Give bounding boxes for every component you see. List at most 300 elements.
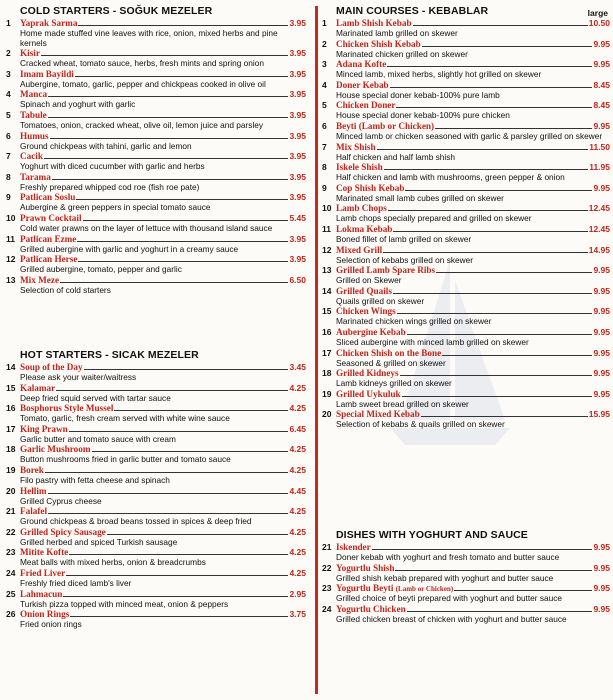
item-name xyxy=(20,383,55,394)
menu-item xyxy=(6,568,306,589)
item-name xyxy=(336,563,394,574)
item-price: 9.95 xyxy=(593,120,610,131)
menu-item xyxy=(322,100,610,121)
item-number: 9 xyxy=(6,192,11,203)
item-name-text: Lamb Chops xyxy=(336,203,387,214)
item-number: 16 xyxy=(322,326,332,337)
item-description: Marinated chicken wings grilled on skewer xyxy=(336,316,492,327)
item-description: Selection of kebabs & quails grilled on skewer xyxy=(336,419,505,430)
item-name-row xyxy=(336,245,610,256)
leader-line xyxy=(390,87,593,88)
item-price: 14.95 xyxy=(588,244,610,255)
item-number: 4 xyxy=(6,89,11,100)
leader-line xyxy=(114,410,288,411)
menu-item xyxy=(322,162,610,183)
leader-line xyxy=(388,210,588,211)
item-name-row xyxy=(336,142,610,153)
item-description: Home made stuffed vine leaves with rice, onion, mixed herbs and pine kernels xyxy=(20,28,278,48)
leader-line xyxy=(393,231,587,232)
item-name-text: Imam Bayildi xyxy=(20,68,74,79)
item-number: 10 xyxy=(6,212,16,223)
item-description: Grilled herbed and spiced Turkish sausage xyxy=(20,536,178,547)
menu-item xyxy=(322,245,610,266)
item-name-row xyxy=(20,131,306,142)
item-name-text: Yogurtlu Chicken xyxy=(336,603,406,614)
item-name-row xyxy=(20,383,306,394)
item-name-text: Yogurtlu Beyti xyxy=(336,583,394,594)
leader-line xyxy=(41,55,289,56)
cold-starters-section xyxy=(6,4,306,348)
item-description: Ground chickpeas & broad beans tossed in spices & deep fried xyxy=(20,516,252,527)
item-number: 16 xyxy=(6,403,16,414)
item-number: 18 xyxy=(322,368,332,379)
item-description: Freshly fried diced lamb's liver xyxy=(20,577,132,588)
item-description: Meat balls with mixed herbs, onion & breadcrumbs xyxy=(20,557,206,568)
item-number: 4 xyxy=(322,79,327,90)
item-name-text: Yaprak Sarma xyxy=(20,18,78,28)
item-description: Minced lamb or chicken seasoned with garlic & parsley grilled on skewer xyxy=(336,130,603,141)
item-description: Fried onion rings xyxy=(20,619,82,630)
menu-item xyxy=(6,547,306,568)
menu-item xyxy=(6,403,306,424)
item-number: 13 xyxy=(322,265,332,276)
item-number: 14 xyxy=(322,285,332,296)
item-description: Filo pastry with fetta cheese and spinach xyxy=(20,474,170,485)
item-name xyxy=(20,486,47,497)
item-number: 15 xyxy=(6,382,16,393)
menu-item xyxy=(322,542,610,563)
item-name-row xyxy=(20,234,306,245)
item-description: House special doner kebab-100% pure lamb xyxy=(336,89,500,100)
leader-line xyxy=(396,107,592,108)
menu-item xyxy=(322,327,610,348)
item-price: 6.50 xyxy=(289,274,306,285)
item-price: 9.95 xyxy=(593,603,610,614)
item-price: 9.95 xyxy=(593,542,610,552)
main-courses-section xyxy=(322,4,610,528)
menu-item xyxy=(6,383,306,404)
leader-line xyxy=(393,293,593,294)
item-description: Half chicken and half lamb shish xyxy=(336,151,455,162)
item-description: Grilled chicken breast of chicken with yoghurt and butter sauce xyxy=(336,613,567,624)
leader-line xyxy=(395,570,592,571)
leader-line xyxy=(422,46,593,47)
item-name-text: Onion Rings xyxy=(20,609,70,620)
item-number: 19 xyxy=(6,464,16,475)
item-name-text: Manca xyxy=(20,89,48,100)
item-name-text: Grilled Quails xyxy=(336,285,392,296)
item-number: 19 xyxy=(322,388,332,399)
item-name-text: Grilled Uykuluk xyxy=(336,388,401,399)
item-description: Grilled shish kebab prepared with yoghurt and butter sauce xyxy=(336,572,554,583)
leader-line xyxy=(397,313,593,314)
leader-line xyxy=(63,596,288,597)
menu-item xyxy=(6,362,306,383)
item-price: 4.25 xyxy=(289,526,306,537)
item-name xyxy=(336,348,441,359)
item-price: 3.95 xyxy=(289,89,306,100)
item-price: 5.45 xyxy=(289,212,306,223)
leader-line xyxy=(50,138,289,139)
item-name-text: Cop Shish Kebab xyxy=(336,182,405,193)
item-price: 4.25 xyxy=(289,382,306,393)
item-name-text: Mitite Kofte xyxy=(20,547,69,558)
item-name-text: Falafel xyxy=(20,506,48,517)
item-name-text: Chicken Doner xyxy=(336,100,396,111)
left-column xyxy=(6,4,306,630)
item-price: 9.95 xyxy=(593,285,610,296)
leader-line xyxy=(48,493,289,494)
item-price: 3.45 xyxy=(289,362,306,372)
section-title-main-courses: MAIN COURSES - KEBABLAR xyxy=(336,5,489,17)
menu-item xyxy=(6,609,306,630)
item-number: 23 xyxy=(322,583,332,594)
menu-item xyxy=(6,444,306,465)
item-number: 20 xyxy=(322,409,332,420)
item-number: 24 xyxy=(322,603,332,614)
item-price: 9.95 xyxy=(593,562,610,573)
item-number: 14 xyxy=(6,362,16,372)
item-description: Selection of cold starters xyxy=(20,284,111,295)
item-number: 1 xyxy=(322,18,327,28)
leader-line xyxy=(407,611,593,612)
item-number: 25 xyxy=(6,588,16,599)
item-name-sub: (Lamb or Chicken) xyxy=(395,585,454,594)
leader-line xyxy=(405,190,592,191)
item-number: 5 xyxy=(322,100,327,111)
item-name-text: Grilled Lamb Spare Ribs xyxy=(336,265,436,276)
item-name-row xyxy=(20,589,306,600)
menu-item xyxy=(322,604,610,625)
leader-line xyxy=(77,241,288,242)
menu-item xyxy=(322,563,610,584)
menu-item xyxy=(6,48,306,69)
menu-item xyxy=(322,409,610,430)
item-number: 20 xyxy=(6,485,16,496)
item-number: 24 xyxy=(6,567,16,578)
item-name xyxy=(336,39,421,50)
item-description: Half chicken and lamb with mushrooms, green pepper & onion xyxy=(336,172,565,183)
item-name-text: Chicken Shish Kebab xyxy=(336,38,421,49)
item-number: 3 xyxy=(6,68,11,79)
item-description: Marinated lamb grilled on skewer xyxy=(336,28,458,38)
leader-line xyxy=(48,513,288,514)
item-name-text: Beyti (Lamb or Chicken) xyxy=(336,120,435,131)
item-description: Marinated small lamb cubes grilled on skewer xyxy=(336,192,504,203)
menu-item xyxy=(322,265,610,286)
item-name-text: Soup of the Day xyxy=(20,362,83,372)
menu-item xyxy=(6,172,306,193)
item-number: 15 xyxy=(322,306,332,317)
leader-line xyxy=(377,149,589,150)
item-number: 1 xyxy=(6,18,11,28)
item-name-row xyxy=(20,486,306,497)
item-price: 3.95 xyxy=(289,151,306,162)
item-price: 6.45 xyxy=(289,423,306,434)
leader-line xyxy=(84,369,289,370)
item-number: 6 xyxy=(322,120,327,131)
item-name xyxy=(20,131,49,142)
item-name-text: Lokma Kebab xyxy=(336,223,393,234)
item-price: 3.95 xyxy=(289,233,306,244)
item-name-text: Borek xyxy=(20,464,44,475)
item-description: Marinated chicken grilled on skewer xyxy=(336,48,468,59)
item-description: Please ask your waiter/waitress xyxy=(20,372,137,382)
item-description: Spinach and yoghurt with garlic xyxy=(20,99,136,110)
menu-item xyxy=(6,213,306,234)
item-name-text: Mixed Grill xyxy=(336,244,383,255)
menu-item xyxy=(6,151,306,172)
item-description: Cracked wheat, tomato sauce, herbs, fresh mints and spring onion xyxy=(20,58,264,69)
menu-item xyxy=(322,203,610,224)
item-description: Deep fried squid served with tartar sauce xyxy=(20,392,171,403)
leader-line xyxy=(78,261,288,262)
item-name-text: Patlican Herse xyxy=(20,254,78,265)
item-price: 9.95 xyxy=(593,265,610,276)
item-name-text: Mix Shish xyxy=(336,141,376,152)
item-description: Garlic butter and tomato sauce with cream xyxy=(20,433,176,444)
leader-line xyxy=(454,590,592,591)
leader-line xyxy=(56,390,288,391)
item-description: Freshly prepared whipped cod roe (fish roe pate) xyxy=(20,181,200,192)
menu-item xyxy=(322,389,610,410)
item-price: 8.45 xyxy=(593,79,610,90)
item-price: 9.95 xyxy=(593,182,610,193)
item-description: Yoghurt with diced cucumber with garlic and herbs xyxy=(20,161,205,172)
item-price: 11.95 xyxy=(589,162,610,173)
item-price: 9.95 xyxy=(593,326,610,337)
item-price: 9.95 xyxy=(593,347,610,358)
item-price: 3.95 xyxy=(289,192,306,203)
item-price: 15.95 xyxy=(588,409,610,420)
item-name-text: Humus xyxy=(20,130,49,141)
item-number: 23 xyxy=(6,547,16,558)
item-number: 8 xyxy=(6,171,11,182)
item-number: 6 xyxy=(6,130,11,141)
leader-line xyxy=(70,616,288,617)
leader-line xyxy=(52,179,289,180)
menu-item xyxy=(6,424,306,445)
item-number: 2 xyxy=(6,48,11,59)
menu-item xyxy=(322,80,610,101)
item-price: 4.25 xyxy=(289,567,306,578)
item-description: Tomato, garlic, fresh cream served with white wine sauce xyxy=(20,413,230,424)
item-price: 10.50 xyxy=(588,18,610,28)
item-price: 12.45 xyxy=(588,223,610,234)
item-description: Cold water prawns on the layer of lettuce with thousand island sauce xyxy=(20,222,273,233)
column-divider xyxy=(315,6,318,694)
item-price: 9.95 xyxy=(593,388,610,399)
leader-line xyxy=(442,355,592,356)
item-price: 3.95 xyxy=(289,68,306,79)
item-price: 3.95 xyxy=(289,48,306,59)
item-number: 12 xyxy=(6,254,16,265)
item-number: 7 xyxy=(6,151,11,162)
item-name-text: Iskender xyxy=(336,542,371,552)
leader-line xyxy=(387,66,592,67)
leader-line xyxy=(400,375,593,376)
item-price: 4.25 xyxy=(289,464,306,475)
item-price: 9.95 xyxy=(593,59,610,70)
item-number: 10 xyxy=(322,203,332,214)
item-name-text: Prawn Cocktail xyxy=(20,212,82,223)
menu-item xyxy=(6,69,306,90)
item-number: 2 xyxy=(322,38,327,49)
leader-line xyxy=(83,220,289,221)
item-name-row xyxy=(336,563,610,574)
item-description: Grilled on Skewer xyxy=(336,275,402,286)
leader-line xyxy=(402,396,593,397)
item-description: Seasoned & grilled on skewer xyxy=(336,357,446,368)
item-name-text: Hellim xyxy=(20,485,47,496)
item-price: 9.95 xyxy=(593,368,610,379)
leader-line xyxy=(372,549,593,550)
leader-line xyxy=(92,451,289,452)
item-description: Ground chickpeas with tahini, garlic and lemon xyxy=(20,140,192,151)
item-name-text: Aubergine Kebab xyxy=(336,326,406,337)
menu-item xyxy=(6,506,306,527)
menu-item xyxy=(322,183,610,204)
item-name-text: Iskele Shish xyxy=(336,162,383,173)
item-number: 12 xyxy=(322,244,332,255)
item-price: 4.25 xyxy=(289,444,306,455)
item-number: 21 xyxy=(6,506,16,517)
item-name-text: Cacik xyxy=(20,151,43,162)
item-name-text: Tarama xyxy=(20,171,51,182)
item-number: 17 xyxy=(6,423,16,434)
item-description: Lamb kidneys grilled on skewer xyxy=(336,378,452,389)
large-portion-label: large xyxy=(587,8,608,18)
item-price: 4.45 xyxy=(289,485,306,496)
menu-item xyxy=(6,89,306,110)
menu-item xyxy=(322,224,610,245)
item-price: 11.50 xyxy=(589,141,610,152)
item-number: 8 xyxy=(322,162,327,173)
item-price: 8.45 xyxy=(593,100,610,111)
leader-line xyxy=(69,554,288,555)
item-name-text: Tabule xyxy=(20,109,47,120)
item-name-text: Special Mixed Kebab xyxy=(336,409,420,420)
item-number: 26 xyxy=(6,609,16,620)
menu-item xyxy=(322,348,610,369)
right-column xyxy=(322,4,610,624)
item-name-text: Garlic Mushroom xyxy=(20,444,91,455)
item-name-text: Yogurtlu Shish xyxy=(336,562,395,573)
item-name-text: Bosphorus Style Mussel xyxy=(20,403,114,414)
leader-line xyxy=(435,128,592,129)
menu-item xyxy=(6,486,306,507)
item-number: 7 xyxy=(322,141,327,152)
leader-line xyxy=(421,416,588,417)
menu-item xyxy=(322,368,610,389)
leader-line xyxy=(413,25,588,26)
menu-item xyxy=(322,121,610,142)
menu-item xyxy=(322,306,610,327)
menu-item xyxy=(322,286,610,307)
section-title-cold-starters: COLD STARTERS - SOĞUK MEZELER xyxy=(20,5,213,17)
item-description: Sliced aubergine with minced lamb grilled on skewer xyxy=(336,336,529,347)
item-description: Grilled choice of beyti prepared with yoghurt and butter sauce xyxy=(336,593,562,604)
item-name xyxy=(336,142,376,153)
item-name-row xyxy=(336,39,610,50)
item-description: Tomatoes, onion, cracked wheat, olive oil, lemon juice and parsley xyxy=(20,119,264,130)
item-description: Boned fillet of lamb grilled on skewer xyxy=(336,233,472,244)
leader-line xyxy=(48,117,289,118)
menu-item xyxy=(6,465,306,486)
item-description: Lamb sweet bread grilled on skewer xyxy=(336,398,469,409)
item-number: 13 xyxy=(6,274,16,285)
item-name-text: Kisir xyxy=(20,48,40,59)
leader-line xyxy=(66,575,288,576)
item-price: 3.95 xyxy=(289,109,306,120)
menu-item xyxy=(6,110,306,131)
item-price: 4.25 xyxy=(289,547,306,558)
menu-item xyxy=(322,39,610,60)
item-description: Minced lamb, mixed herbs, slightly hot grilled on skewer xyxy=(336,69,542,80)
leader-line xyxy=(383,252,588,253)
item-number: 9 xyxy=(322,182,327,193)
leader-line xyxy=(78,25,288,26)
item-description: Aubergine, tomato, garlic, pepper and chickpeas cooked in olive oil xyxy=(20,78,266,89)
item-description: Turkish pizza topped with minced meat, onion & peppers xyxy=(20,598,229,609)
menu-item xyxy=(6,18,306,48)
item-price: 4.25 xyxy=(289,403,306,414)
leader-line xyxy=(436,272,592,273)
item-description: Lamb chops specially prepared and grilled on skewer xyxy=(336,213,532,224)
item-price: 3.95 xyxy=(289,18,306,28)
menu-item xyxy=(322,583,610,604)
item-description: Quails grilled on skewer xyxy=(336,295,425,306)
item-name-text: Lamb Shish Kebab xyxy=(336,18,412,28)
item-number: 17 xyxy=(322,347,332,358)
item-name-text: Grilled Spicy Sausage xyxy=(20,526,106,537)
item-number: 22 xyxy=(322,562,332,573)
leader-line xyxy=(384,169,588,170)
item-description: Grilled aubergine, tomato, pepper and garlic xyxy=(20,264,182,275)
item-name-text: Patlican Ezme xyxy=(20,233,77,244)
item-number: 11 xyxy=(322,223,331,234)
item-name xyxy=(336,245,382,256)
section-title-yoghurt-dishes: DISHES WITH YOGHURT AND SAUCE xyxy=(336,529,528,541)
item-name-text: Kalamar xyxy=(20,382,56,393)
item-number: 11 xyxy=(6,233,15,244)
menu-item xyxy=(6,589,306,610)
item-price: 3.75 xyxy=(289,609,306,620)
item-description: Selection of kebabs grilled on skewer xyxy=(336,254,473,265)
menu-item xyxy=(322,142,610,163)
item-number: 3 xyxy=(322,59,327,70)
menu-item xyxy=(322,18,610,39)
item-price: 3.95 xyxy=(289,130,306,141)
item-name-text: Doner Kebab xyxy=(336,79,389,90)
item-name-text: Mix Meze xyxy=(20,274,60,285)
item-price: 4.25 xyxy=(289,506,306,517)
item-name xyxy=(20,589,62,600)
item-name-text: Fried Liver xyxy=(20,567,66,578)
item-number: 21 xyxy=(322,542,332,552)
item-price: 9.95 xyxy=(593,306,610,317)
item-name-text: Adana Kofte xyxy=(336,59,387,70)
item-number: 22 xyxy=(6,526,16,537)
item-price: 3.95 xyxy=(289,254,306,265)
item-description: House special doner kebab-100% pure chicken xyxy=(336,110,510,121)
yoghurt-dishes-section xyxy=(322,528,610,624)
item-description: Doner kebab with yoghurt and fresh tomato and butter sauce xyxy=(336,552,560,562)
hot-starters-section xyxy=(6,348,306,630)
menu-item xyxy=(6,275,306,296)
item-price: 9.95 xyxy=(593,38,610,49)
item-name-row xyxy=(336,348,610,359)
